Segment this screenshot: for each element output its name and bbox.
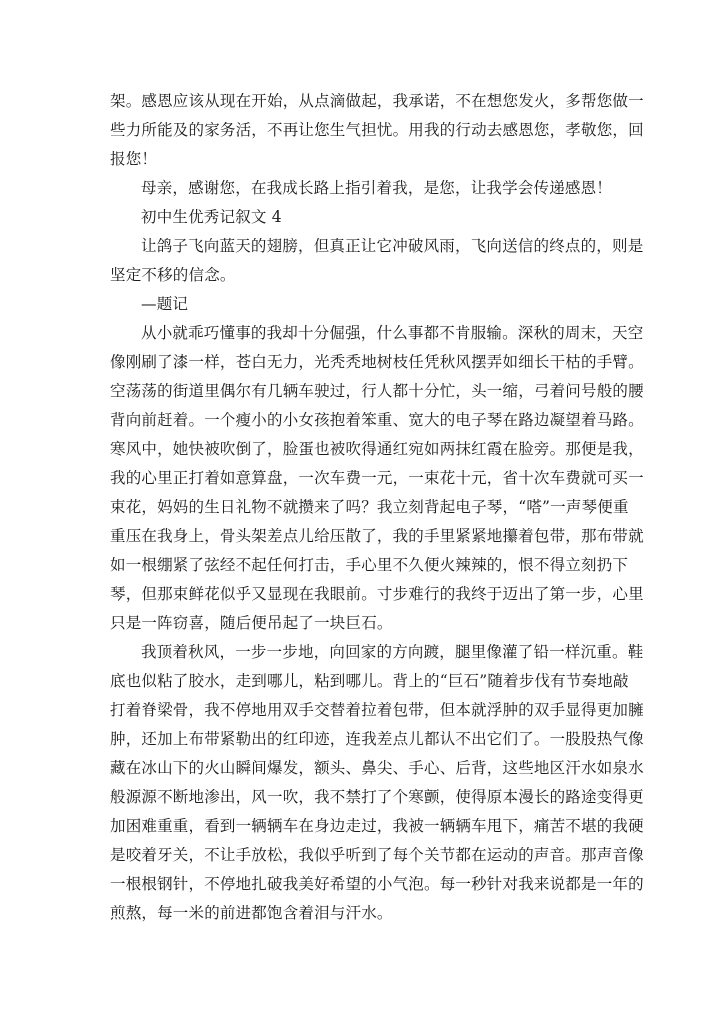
text-line: 报您！ <box>110 150 158 168</box>
text-line: 束花，妈妈的生日礼物不就攒来了吗？我立刻背起电子琴，“嗒”一声琴便重 <box>110 498 629 516</box>
text-line: 寒风中，她快被吹倒了，脸蛋也被吹得通红宛如两抹红霞在脸旁。那便是我， <box>110 440 644 458</box>
text-line: 加困难重重，看到一辆辆车在身边走过，我被一辆辆车甩下，痛苦不堪的我硬 <box>110 817 644 835</box>
text-line: 藏在冰山下的火山瞬间爆发，额头、鼻尖、手心、后背，这些地区汗水如泉水 <box>110 759 644 777</box>
text-line: 些力所能及的家务活，不再让您生气担忧。用我的行动去感恩您，孝敬您，回 <box>110 121 644 139</box>
text-line: 琴，但那束鲜花似乎又显现在我眼前。寸步难行的我终于迈出了第一步，心里 <box>110 585 644 603</box>
text-line: 是咬着牙关，不让手放松，我似乎听到了每个关节都在运动的声音。那声音像 <box>110 846 644 864</box>
epigraph-line: 坚定不移的信念。 <box>110 266 236 284</box>
text-line: 般源源不断地渗出，风一吹，我不禁打了个寒颤，使得原本漫长的路途变得更 <box>110 788 644 806</box>
text-line: 我顶着秋风，一步一步地，向回家的方向踱，腿里像灌了铅一样沉重。鞋 <box>141 643 644 661</box>
text-line: 肿，还加上布带紧勒出的红印迹，连我差点儿都认不出它们了。一股股热气像 <box>110 730 644 748</box>
text-line: 空荡荡的街道里偶尔有几辆车驶过，行人都十分忙，头一缩，弓着问号般的腰 <box>110 382 644 400</box>
text-line: 如一根绷紧了弦经不起任何打击，手心里不久便火辣辣的，恨不得立刻扔下 <box>110 556 629 574</box>
text-line: 母亲，感谢您，在我成长路上指引着我，是您，让我学会传递感恩！ <box>141 179 613 197</box>
text-line: 煎熬，每一米的前进都饱含着泪与汗水。 <box>110 904 393 922</box>
section-heading: 初中生优秀记叙文 4 <box>141 208 282 226</box>
text-line: 只是一阵窃喜，随后便吊起了一块巨石。 <box>110 614 393 632</box>
text-line: 底也似粘了胶水，走到哪儿，粘到哪儿。背上的“巨石”随着步伐有节奏地敲 <box>110 672 629 690</box>
text-line: 从小就乖巧懂事的我却十分倔强，什么事都不肯服输。深秋的周末，天空 <box>141 324 644 342</box>
text-line: 打着脊梁骨，我不停地用双手交替着拉着包带，但本就浮肿的双手显得更加臃 <box>110 701 644 719</box>
text-line: 像刚刷了漆一样，苍白无力，光秃秃地树枝任凭秋风摆弄如细长干枯的手臂。 <box>110 353 644 371</box>
text-line: 架。感恩应该从现在开始，从点滴做起，我承诺，不在想您发火，多帮您做一 <box>110 92 644 110</box>
text-line: 我的心里正打着如意算盘，一次车费一元，一束花十元，省十次车费就可买一 <box>110 469 644 487</box>
text-line: 重压在我身上，骨头架差点儿给压散了，我的手里紧紧地攥着包带，那布带就 <box>110 527 644 545</box>
text-line: 一根根钢针，不停地扎破我美好希望的小气泡。每一秒针对我来说都是一年的 <box>110 875 644 893</box>
epigraph-line: 让鸽子飞向蓝天的翅膀，但真正让它冲破风雨，飞向送信的终点的，则是 <box>141 237 644 255</box>
epigraph-attribution: —题记 <box>141 295 189 313</box>
text-line: 背向前赶着。一个瘦小的小女孩抱着笨重、宽大的电子琴在路边凝望着马路。 <box>110 411 644 429</box>
